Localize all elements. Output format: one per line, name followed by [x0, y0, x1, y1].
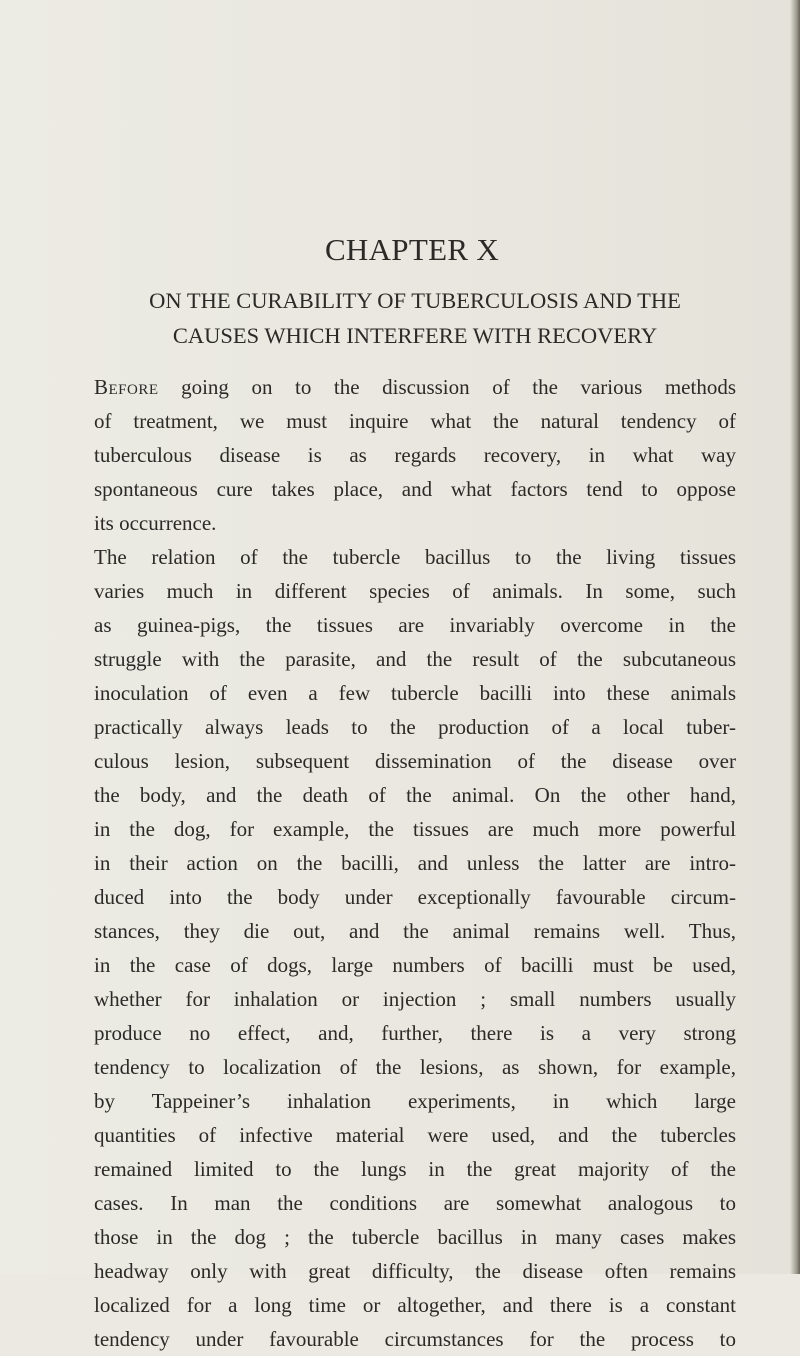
text-line: produce no effect, and, further, there is a very strong	[94, 1021, 736, 1045]
text-line: in the case of dogs, large numbers of bacilli must be used,	[94, 953, 736, 977]
text-line: quantities of infective material were used, and the tubercles	[94, 1123, 736, 1147]
text-line: of treatment, we must inquire what the natural tendency of	[94, 409, 736, 433]
text-line: cases. In man the conditions are somewhat analogous to	[94, 1191, 736, 1215]
text-line: its occurrence.	[94, 511, 217, 535]
chapter-title-line: ON THE CURABILITY OF TUBERCULOSIS AND THE	[149, 288, 681, 313]
text-line: spontaneous cure takes place, and what factors tend to oppose	[94, 477, 736, 501]
text-line: practically always leads to the production of a local tuber-	[94, 715, 736, 739]
text-line: The relation of the tubercle bacillus to the living tissues	[94, 545, 736, 569]
text-line: inoculation of even a few tubercle bacilli into these animals	[94, 681, 736, 705]
body-text	[94, 370, 736, 1356]
page-edge-shadow	[790, 0, 800, 1274]
text-line: struggle with the parasite, and the result of the subcutaneous	[94, 647, 736, 671]
text-line-content: going on to the discussion of the various methods	[158, 375, 736, 399]
text-line: localized for a long time or altogether, and there is a constant	[94, 1293, 736, 1317]
text-line: headway only with great difficulty, the disease often remains	[94, 1259, 736, 1283]
chapter-title-line: CAUSES WHICH INTERFERE WITH RECOVERY	[172, 323, 658, 348]
text-line: those in the dog ; the tubercle bacillus in many cases makes	[94, 1225, 736, 1249]
text-line: tuberculous disease is as regards recovery, in what way	[94, 443, 736, 467]
chapter-number: CHAPTER X	[324, 232, 500, 267]
chapter-title	[94, 283, 736, 353]
text-line: in their action on the bacilli, and unless the latter are intro-	[94, 851, 736, 875]
text-line: tendency under favourable circumstances for the process to	[94, 1327, 736, 1351]
lead-word: Before	[94, 375, 159, 399]
text-line: tendency to localization of the lesions, as shown, for example,	[94, 1055, 736, 1079]
text-line	[94, 370, 736, 404]
text-line: by Tappeiner’s inhalation experiments, in which large	[94, 1089, 736, 1113]
text-line: duced into the body under exceptionally favourable circum-	[94, 885, 736, 909]
text-line: whether for inhalation or injection ; small numbers usually	[94, 987, 736, 1011]
text-line: in the dog, for example, the tissues are much more powerful	[94, 817, 736, 841]
text-line: as guinea-pigs, the tissues are invariably overcome in the	[94, 613, 736, 637]
text-line: varies much in different species of animals. In some, such	[94, 579, 736, 603]
text-line: the body, and the death of the animal. On the other hand,	[94, 783, 736, 807]
text-line: stances, they die out, and the animal remains well. Thus,	[94, 919, 736, 943]
text-line: culous lesion, subsequent dissemination of the disease over	[94, 749, 736, 773]
text-line: remained limited to the lungs in the great majority of the	[94, 1157, 736, 1181]
